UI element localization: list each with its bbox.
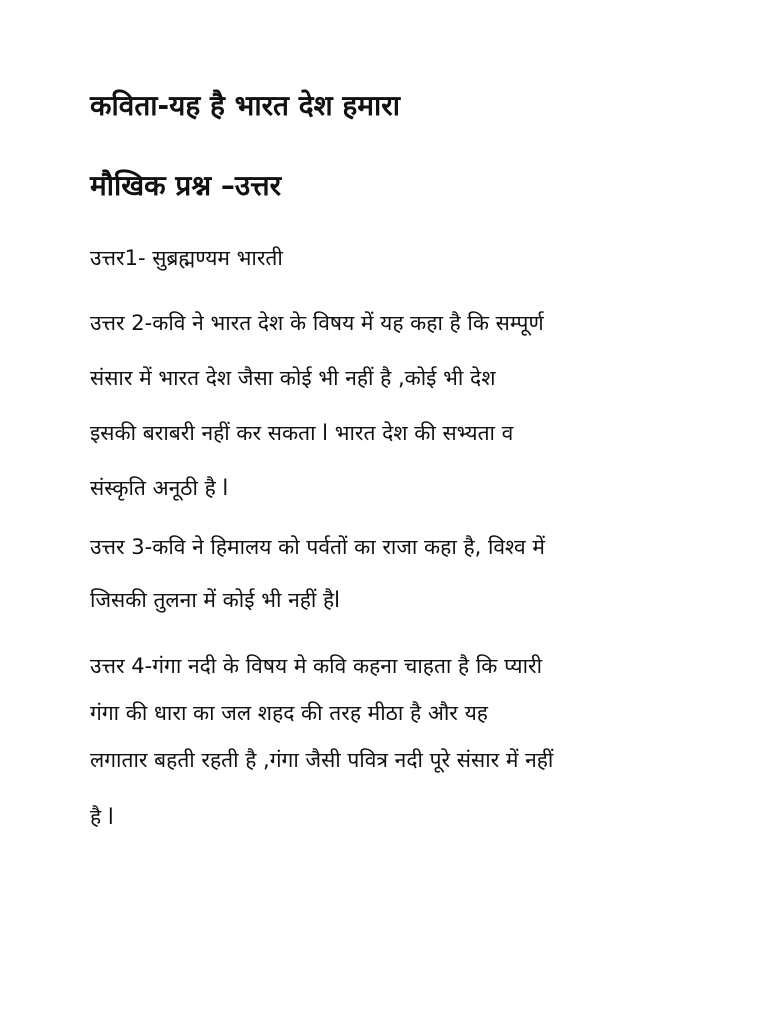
answer-2-line: संसार में भारत देश जैसा कोई भी नहीं है ,कोई भी देश [90,366,496,390]
answer-4-line: लगातार बहती रहती है ,गंगा जैसी पवित्र नदी पूरे संसार में नहीं [90,748,554,772]
answer-2 [90,309,690,529]
answer-2-line: संस्कृति अनूठी है l [90,476,229,500]
poem-title: कविता-यह है भारत देश हमारा [90,89,400,122]
answer-2-line: उत्तर 2-कवि ने भारत देश के विषय में यह कहा है कि सम्पूर्ण [90,311,544,335]
answer-4-line: है l [90,805,114,829]
answer-3-line: जिसकी तुलना में कोई भी नहीं हैl [90,588,341,612]
answer-3-line: उत्तर 3-कवि ने हिमालय को पर्वतों का राजा कहा है, विश्व में [90,535,545,559]
answer-4-line: गंगा की धारा का जल शहद की तरह मीठा है और यह [90,701,488,725]
answer-1-line: उत्तर1- सुब्रह्मण्यम भारती [90,246,283,270]
answer-3 [90,533,690,639]
answer-4-line: उत्तर 4-गंगा नदी के विषय मे कवि कहना चाहता है कि प्यारी [90,654,543,678]
answer-4 [90,652,690,850]
section-heading: मौखिक प्रश्न –उत्तर [90,169,282,202]
answer-2-line: इसकी बराबरी नहीं कर सकता l भारत देश की सभ्यता व [90,421,514,445]
answer-1 [90,244,690,273]
